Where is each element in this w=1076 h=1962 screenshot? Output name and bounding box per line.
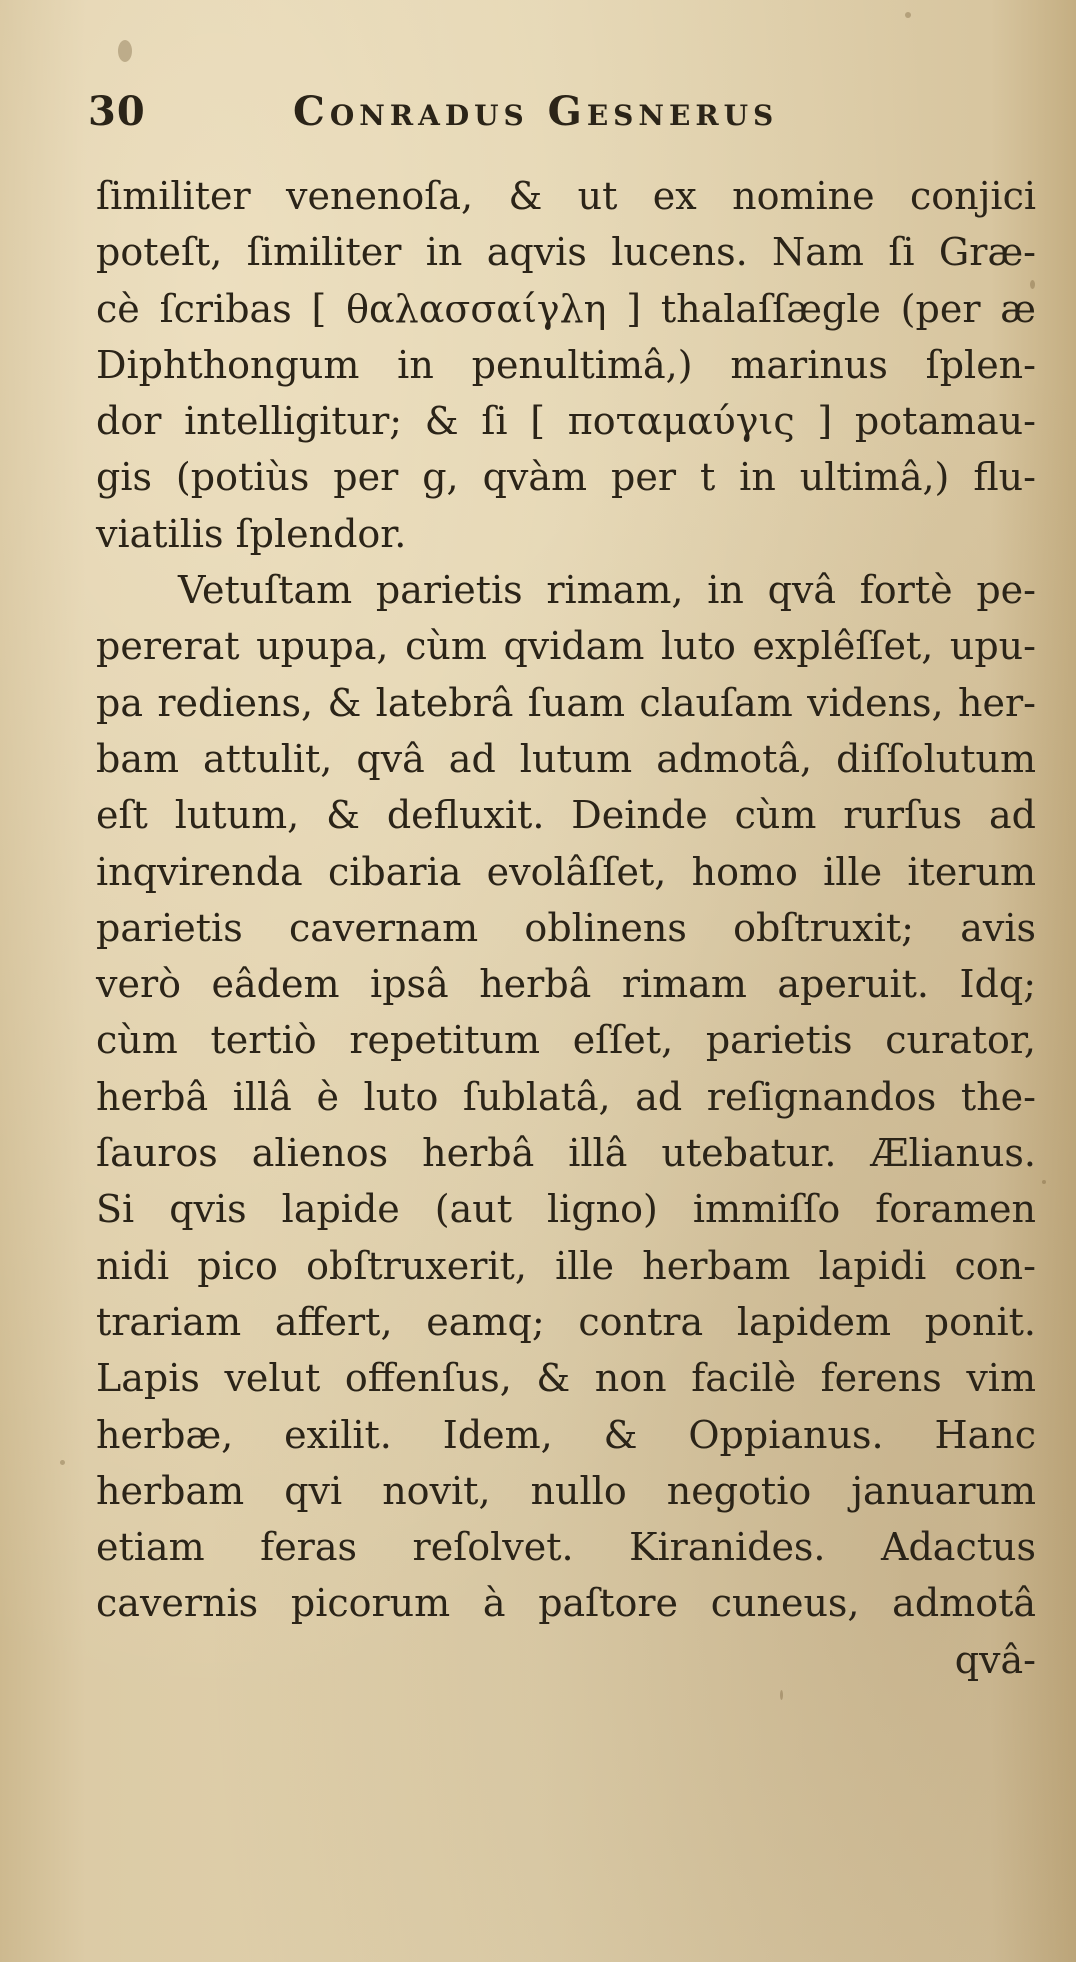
text-line: cùm tertiò repetitum eſſet, parietis curator,: [96, 1018, 1036, 1063]
page-number: 30: [88, 88, 146, 135]
text-line: cavernis picorum à paſtore cuneus, admotâ: [96, 1581, 1036, 1626]
body-text: [96, 168, 1036, 1688]
text-line: Si qvis lapide (aut ligno) immiſſo foramen: [96, 1187, 1036, 1232]
text-line: pa rediens, & latebrâ ſuam clauſam videns, her-: [96, 680, 1036, 725]
paper-speck: [118, 40, 132, 62]
text-line: herbam qvi novit, nullo negotio januarum: [96, 1468, 1036, 1513]
page-header: [88, 88, 988, 148]
text-line: verò eâdem ipsâ herbâ rimam aperuit. Idq;: [96, 962, 1036, 1007]
text-line: pererat upupa, cùm qvidam luto explêſſet, upu-: [96, 624, 1036, 669]
text-line: inqvirenda cibaria evolâſſet, homo ille iterum: [96, 849, 1036, 894]
text-line: gis (potiùs per g, qvàm per t in ultimâ,) flu-: [96, 455, 1036, 500]
paper-speck: [905, 12, 911, 18]
paragraph-start-line: Vetuſtam parietis rimam, in qvâ fortè pe-: [178, 568, 1036, 613]
text-line: trariam affert, eamq; contra lapidem ponit.: [96, 1299, 1036, 1344]
catchword-row: [96, 1632, 1036, 1688]
running-head: Conradus Gesnerus: [293, 88, 779, 135]
text-line: Diphthongum in penultimâ,) marinus ſplen-: [96, 342, 1036, 387]
text-line: parietis cavernam oblinens obſtruxit; avis: [96, 905, 1036, 950]
text-line: bam attulit, qvâ ad lutum admotâ, diſſolutum: [96, 736, 1036, 781]
paper-speck: [780, 1690, 783, 1700]
text-line: nidi pico obſtruxerit, ille herbam lapidi con-: [96, 1243, 1036, 1288]
text-line: herbâ illâ è luto ſublatâ, ad reſignandos the-: [96, 1074, 1036, 1119]
text-line: herbæ, exilit. Idem, & Oppianus. Hanc: [96, 1412, 1036, 1457]
text-line: etiam feras reſolvet. Kiranides. Adactus: [96, 1525, 1036, 1570]
text-line: dor intelligitur; & ſi [ ποταμαύγις ] potamau-: [96, 399, 1036, 444]
catchword: qvâ-: [954, 1637, 1036, 1682]
text-line: Lapis velut offenſus, & non facilè ferens vim: [96, 1356, 1036, 1401]
text-line: ſauros alienos herbâ illâ utebatur. Ælianus.: [96, 1131, 1036, 1176]
text-line: ſimiliter venenoſa, & ut ex nomine conjici: [96, 174, 1036, 218]
text-line: viatilis ſplendor.: [96, 511, 407, 556]
text-line: eſt lutum, & defluxit. Deinde cùm rurſus ad: [96, 793, 1036, 838]
paper-speck: [1042, 1180, 1046, 1184]
text-line: poteſt, ſimiliter in aqvis lucens. Nam ſi Græ-: [96, 230, 1036, 275]
paper-speck: [60, 1460, 65, 1465]
text-line: cè ſcribas [ θαλασσαίγλη ] thalaſſægle (per æ: [96, 286, 1036, 331]
